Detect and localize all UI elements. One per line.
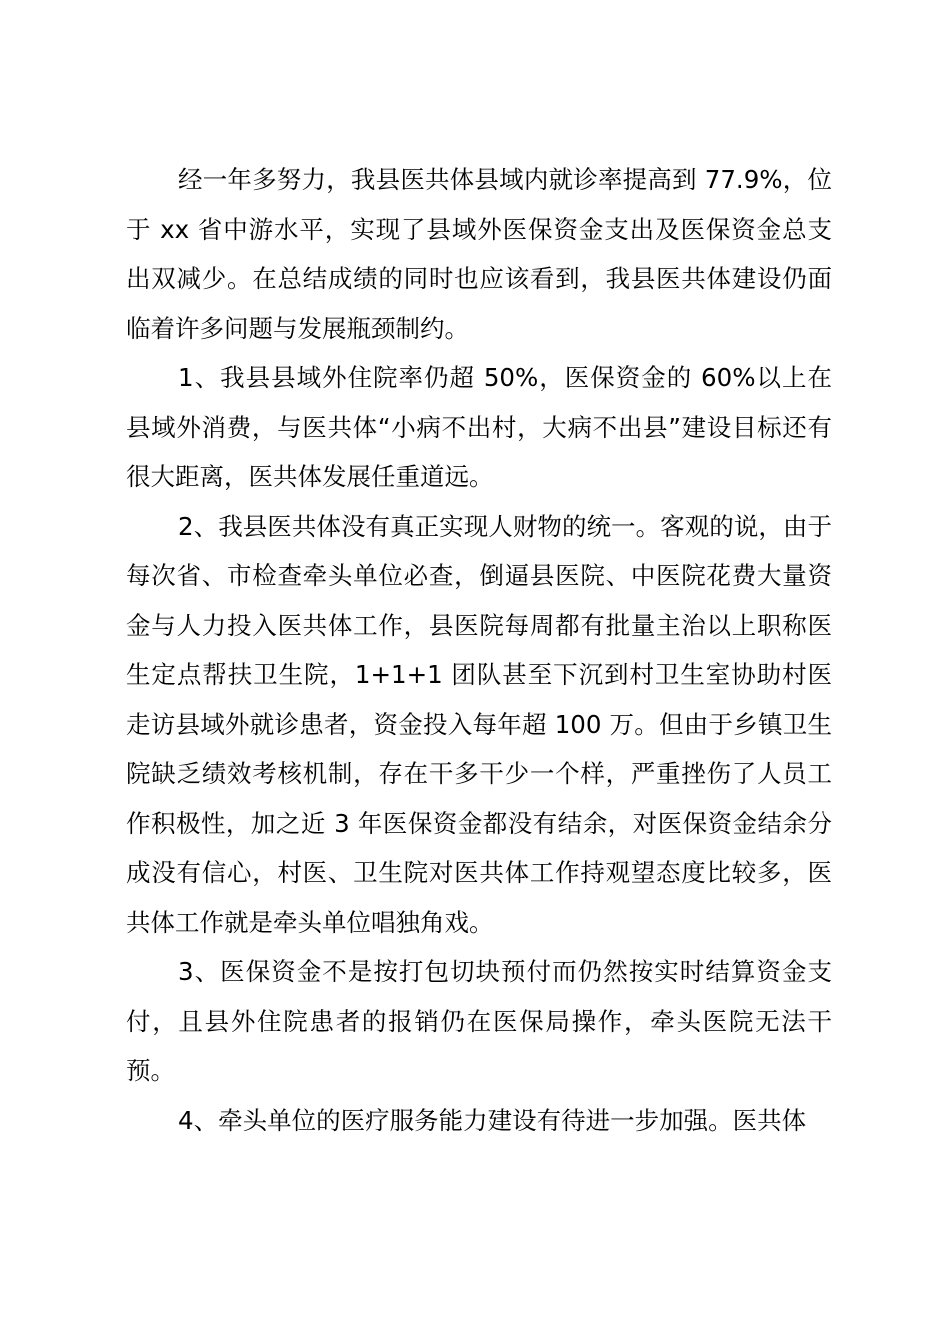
paragraph-item-4: 4、牵头单位的医疗服务能力建设有待进一步加强。医共体 [178, 1105, 807, 1135]
document-body [126, 155, 832, 1145]
paragraph-item-2: 2、我县医共体没有真正实现人财物的统一。客观的说，由于每次省、市检查牵头单位必查，倒逼县医院、中医院花费大量资金与人力投入医共体工作，县医院每周都有批量主治以上职称医生定点帮扶卫生院，1+1+1 团队甚至下沉到村卫生室协助村医走访县域外就诊患者，资金投入每年超 100 万。但由于乡镇卫生院缺乏绩效考核机制，存在干多干少一个样，严重挫伤了人员工作积极性，加之近 3 年医保资金都没有结余，对医保资金结余分成没有信心，村医、卫生院对医共体工作持观望态度比较多，医共体工作就是牵头单位唱独角戏。 [126, 511, 832, 937]
paragraph-item-1: 1、我县县域外住院率仍超 50%，医保资金的 60%以上在县域外消费，与医共体“小病不出村，大病不出县”建设目标还有很大距离，医共体发展任重道远。 [126, 363, 832, 491]
paragraph-item-3: 3、医保资金不是按打包切块预付而仍然按实时结算资金支付，且县外住院患者的报销仍在医保局操作，牵头医院无法干预。 [126, 957, 832, 1085]
paragraph-intro: 经一年多努力，我县医共体县域内就诊率提高到 77.9%，位于 xx 省中游水平，实现了县域外医保资金支出及医保资金总支出双减少。在总结成绩的同时也应该看到，我县医共体建设仍面临着许多问题与发展瓶颈制约。 [126, 165, 832, 343]
